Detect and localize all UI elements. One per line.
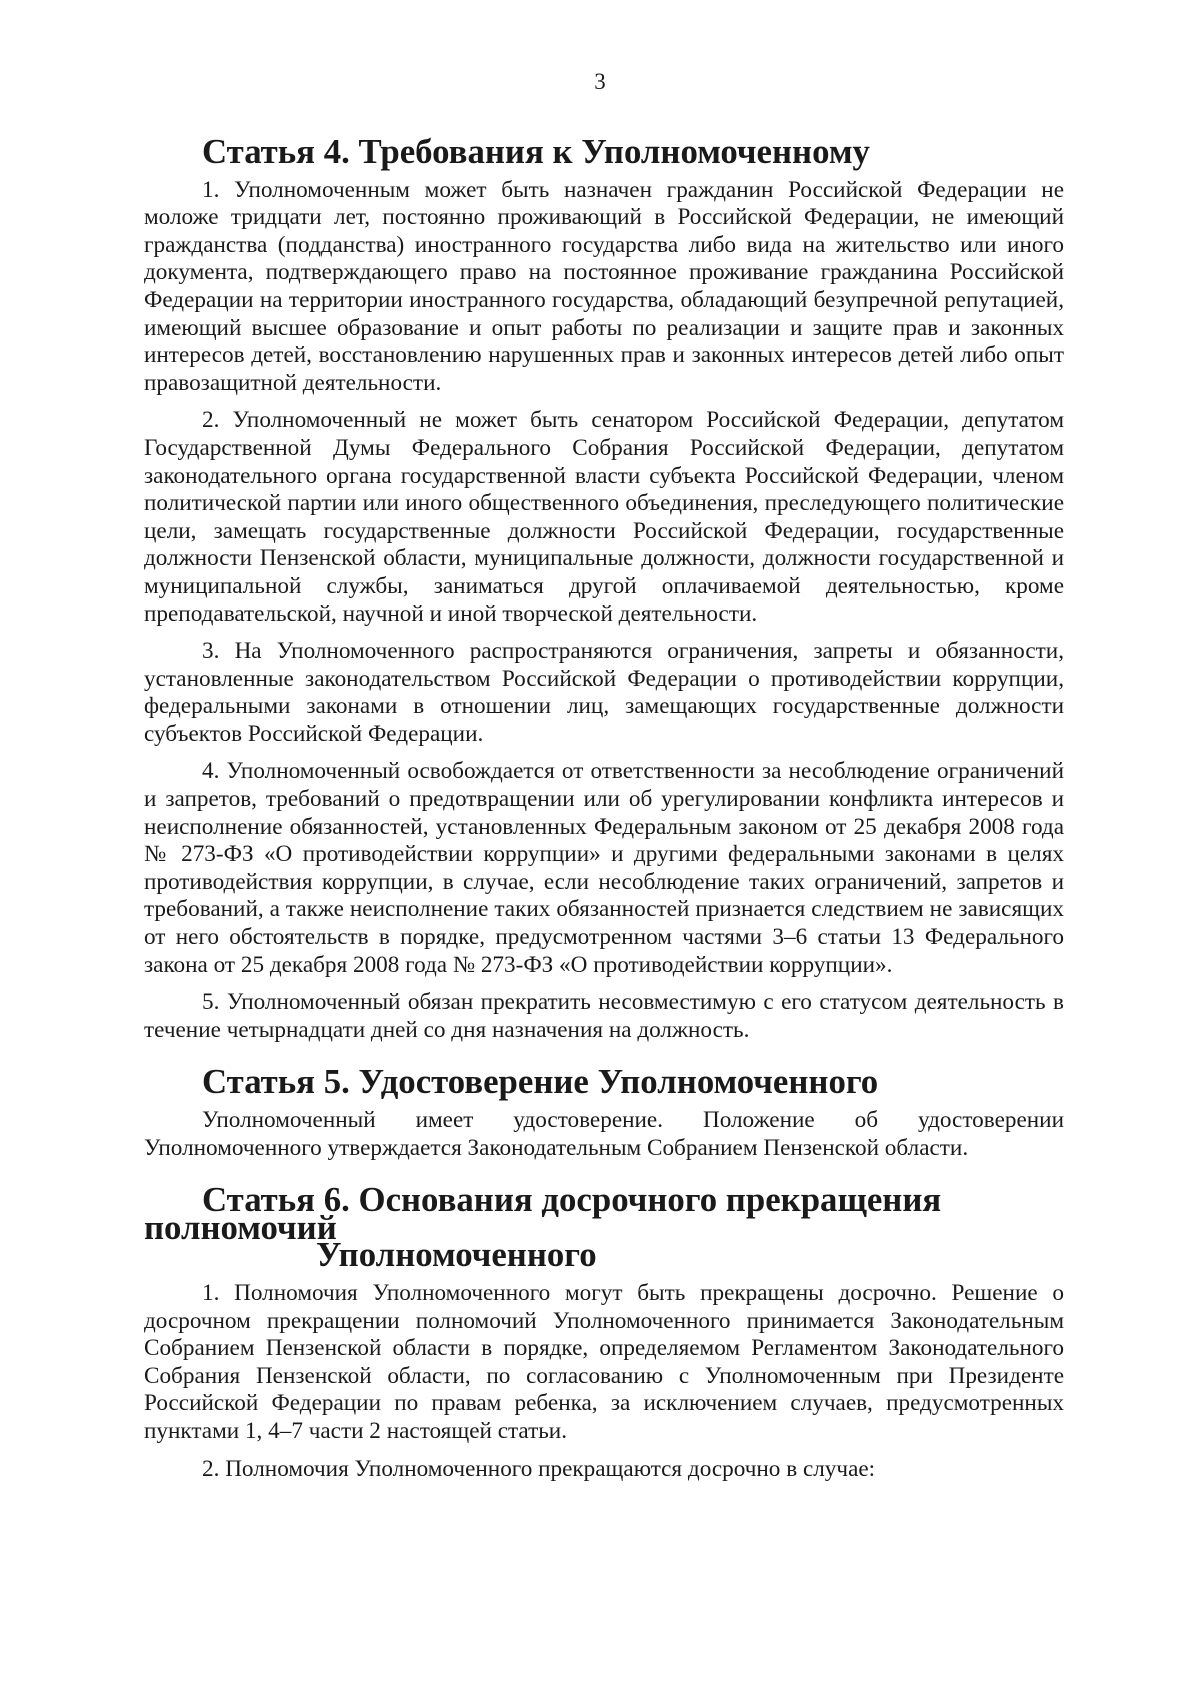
article-6-paragraph-1: 1. Полномочия Уполномоченного могут быть прекращены досрочно. Решение о досрочном прекращении полномочий Уполномоченного принимается Законодательным Собранием Пензенской области в порядке, определяемом Регламентом Законодательного Собрания Пензенской области, по согласованию с Уполномоченным при Президенте Российской Федерации по правам ребенка, за исключением случаев, предусмотренных пунктами 1, 4–7 части 2 настоящей статьи. (144, 1279, 1064, 1444)
article-5-title: Статья 5. Удостоверение Уполномоченного (202, 1062, 879, 1102)
article-4 (144, 132, 1064, 1044)
article-4-title: Статья 4. Требования к Уполномоченному (202, 132, 870, 171)
article-4-paragraph-4: 4. Уполномоченный освобождается от ответственности за несоблюдение ограничений и запретов, требований о предотвращении или об урегулировании конфликта интересов и неисполнение обязанностей, установленных Федеральным законом от 25 декабря 2008 года № 273-ФЗ «О противодействии коррупции» и другими федеральными законами в целях противодействия коррупции, в случае, если несоблюдение таких ограничений, запретов и требований, а также неисполнение таких обязанностей признается следствием не зависящих от него обстоятельств в порядке, предусмотренном частями 3–6 статьи 13 Федерального закона от 25 декабря 2008 года № 273-ФЗ «О противодействии коррупции». (144, 758, 1064, 978)
article-4-paragraph-3: 3. На Уполномоченного распространяются ограничения, запреты и обязанности, установленные законодательством Российской Федерации о противодействии коррупции, федеральными законами в отношении лиц, замещающих государственные должности субъектов Российской Федерации. (144, 638, 1064, 747)
article-5-paragraph-1: Уполномоченный имеет удостоверение. Положение об удостоверении Уполномоченного утверждается Законодательным Собранием Пензенской области. (144, 1107, 1064, 1161)
article-6-title-line-2: Уполномоченного (316, 1235, 597, 1275)
article-4-paragraph-2: 2. Уполномоченный не может быть сенатором Российской Федерации, депутатом Государственной Думы Федерального Собрания Российской Федерации, депутатом законодательного органа государственной власти субъекта Российской Федерации, членом политической партии или иного общественного объединения, преследующего политические цели, замещать государственные должности Российской Федерации, государственные должности Пензенской области, муниципальные должности, должности государственной и муниципальной службы, заниматься другой оплачиваемой деятельностью, кроме преподавательской, научной и иной творческой деятельности. (144, 407, 1064, 627)
article-6-title (144, 1180, 1064, 1275)
page-number: 3 (594, 69, 606, 94)
article-6-title-line-1: Статья 6. Основания досрочного прекращения полномочий (144, 1180, 942, 1247)
article-4-paragraph-1: 1. Уполномоченным может быть назначен гражданин Российской Федерации не моложе тридцати лет, постоянно проживающий в Российской Федерации, не имеющий гражданства (подданства) иностранного государства либо вида на жительство или иного документа, подтверждающего право на постоянное проживание гражданина Российской Федерации на территории иностранного государства, обладающий безупречной репутацией, имеющий высшее образование и опыт работы по реализации и защите прав и законных интересов детей, восстановлению нарушенных прав и законных интересов детей либо опыт правозащитной деятельности. (144, 176, 1064, 396)
article-5 (144, 1062, 1064, 1162)
article-4-paragraph-5: 5. Уполномоченный обязан прекратить несовместимую с его статусом деятельность в течение четырнадцати дней со дня назначения на должность. (144, 989, 1064, 1043)
article-6 (144, 1180, 1064, 1483)
article-6-paragraph-2: 2. Полномочия Уполномоченного прекращаются досрочно в случае: (202, 1455, 876, 1482)
document-body (144, 132, 1064, 1483)
